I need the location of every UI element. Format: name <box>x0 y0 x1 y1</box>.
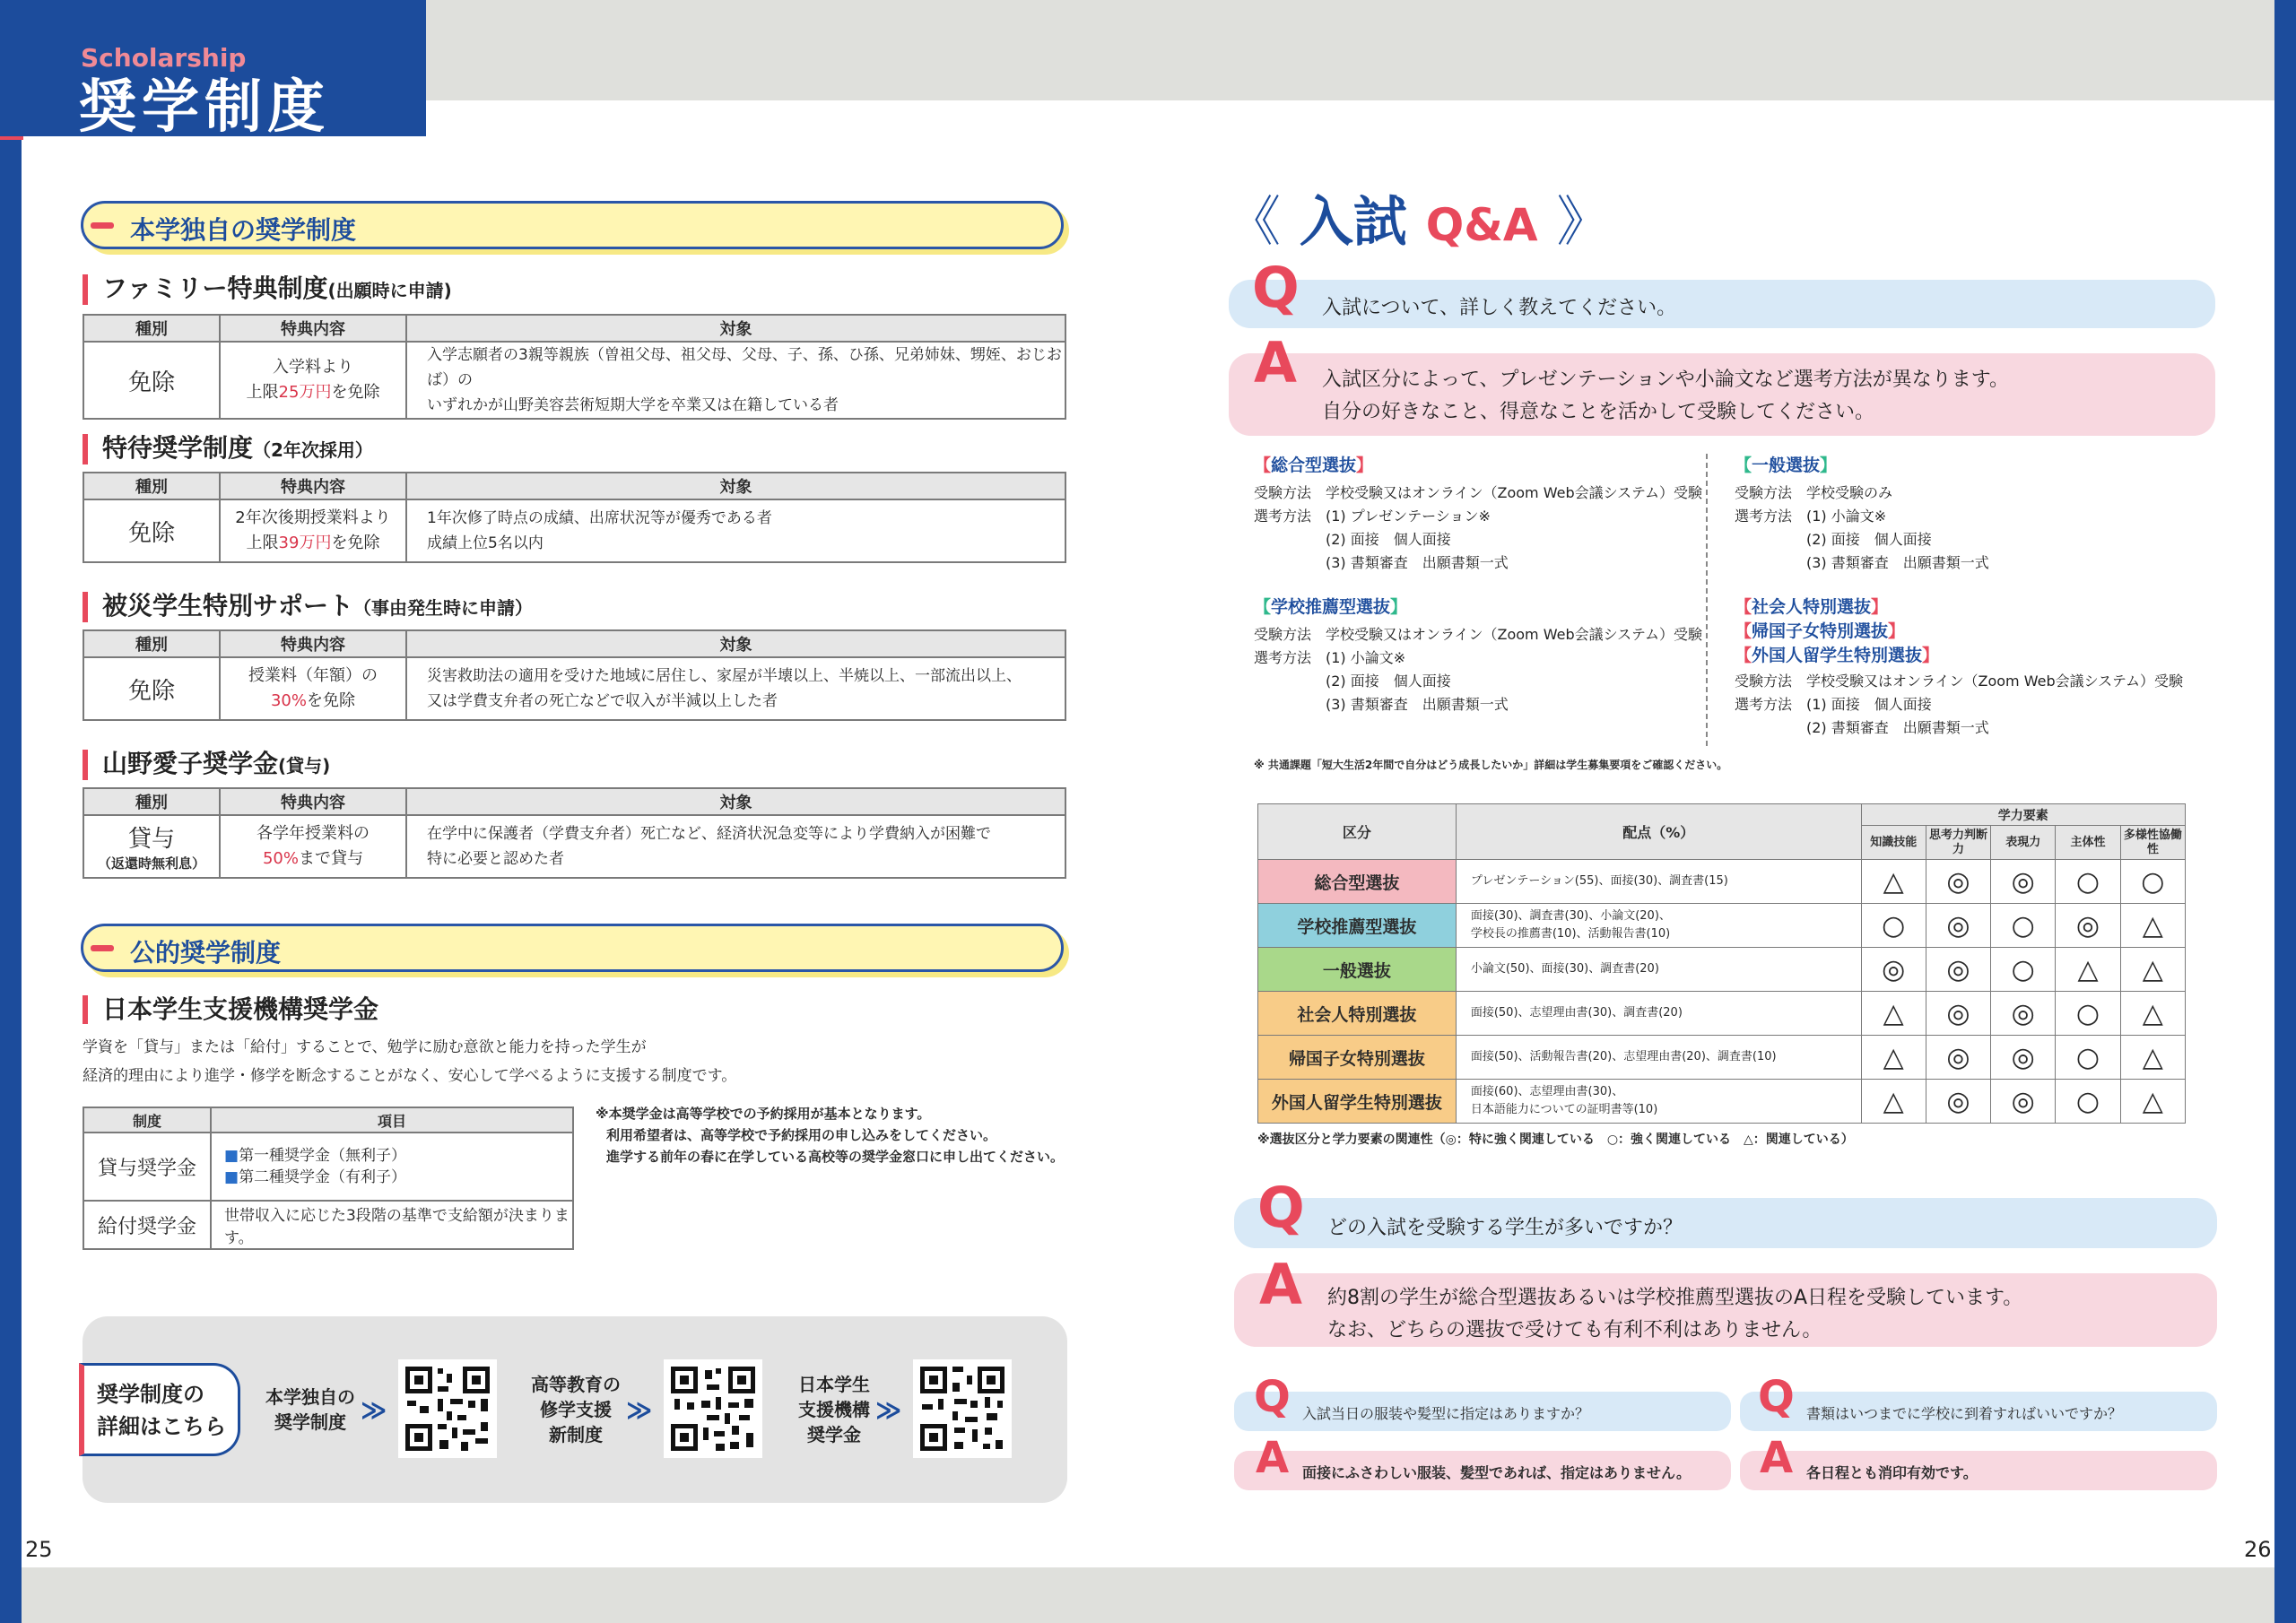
col-target: 対象 <box>406 315 1065 342</box>
right-spine <box>2274 0 2296 1623</box>
question-3-text: 入試当日の服装や髪型に指定はありますか？ <box>1302 1405 1590 1422</box>
matrix-points: 面接(30)、調査書(30)、小論文(20)、 学校長の推薦書(10)、活動報告書(10) <box>1456 904 1861 948</box>
hisai-table: 種別 特典内容 対象 免除 授業料（年額）の 30%を免除 災害救助法の適用を受けた地域に居住し、家屋が半壊以上、半焼以上、一部流出以上、 又は学費支弁者の死亡などで収入が半減以上した者 <box>83 629 1066 721</box>
q-icon: Q <box>1254 1372 1291 1422</box>
matrix-mark: ◎ <box>2056 904 2120 948</box>
qr-label-2: 高等教育の 修学支援 新制度 <box>531 1374 621 1445</box>
matrix-mark: ◎ <box>1926 948 1990 992</box>
section-header-original <box>81 201 1064 249</box>
heading-hisai: 被災学生特別サポート（事由発生時に申請） <box>83 592 533 622</box>
a-icon: A <box>1259 1252 1302 1317</box>
heading-tokutai: 特待奨学制度（2年次採用） <box>83 434 373 464</box>
matrix-mark: ○ <box>1991 948 2056 992</box>
target-cell: 在学中に保護者（学費支弁者）死亡など、経済状況急変等により学費納入が困難で 特に必要と認めた者 <box>406 815 1065 878</box>
family-table <box>83 314 1066 420</box>
matrix-mark: ◎ <box>1991 1036 2056 1080</box>
q-icon: Q <box>1252 255 1300 320</box>
kind-cell: 免除 <box>83 657 220 720</box>
matrix-mark: ◎ <box>1926 1080 1990 1124</box>
matrix-mark: △ <box>2120 1080 2185 1124</box>
divider <box>1706 454 1708 746</box>
matrix-points: 面接(50)、志望理由書(30)、調査書(20) <box>1456 992 1861 1036</box>
page-title: 奨学制度 <box>79 74 330 141</box>
sel-other: 【社会人特別選抜】 【帰国子女特別選抜】 【外国人留学生特別選抜】 受験方法 学校受験又はオンライン（Zoom Web会議システム）受験 選考方法 (1) 面接 個人面接 (2) 書類審査 出願書類一式 <box>1735 597 2184 736</box>
matrix-mark: △ <box>2120 992 2185 1036</box>
matrix-kubun: 一般選抜 <box>1258 948 1457 992</box>
matrix-row <box>1258 948 2186 992</box>
page-number-right: 26 <box>2244 1537 2272 1562</box>
section-label: 本学独自の奨学制度 <box>130 215 357 245</box>
page-number-left: 25 <box>25 1537 53 1562</box>
matrix-mark: △ <box>2056 948 2120 992</box>
benefit-cell: 授業料（年額）の 30%を免除 <box>220 657 406 720</box>
matrix-kubun: 外国人留学生特別選抜 <box>1258 1080 1457 1124</box>
matrix-points: 小論文(50)、面接(30)、調査書(20) <box>1456 948 1861 992</box>
qr-code-1[interactable] <box>398 1359 497 1458</box>
matrix-mark: ○ <box>1991 904 2056 948</box>
chevron-right-icon: ≫ <box>361 1395 387 1425</box>
sel-ippan: 【一般選抜】 受験方法 学校受験のみ 選考方法 (1) 小論文※ (2) 面接 個人面接 (3) 書類審査 出願書類一式 <box>1735 456 1989 571</box>
matrix-mark: ◎ <box>1926 1036 1990 1080</box>
qr-code-3[interactable] <box>913 1359 1012 1458</box>
matrix-mark: ○ <box>1861 904 1926 948</box>
question-4-text: 書類はいつまでに学校に到着すればいいですか？ <box>1806 1405 2123 1422</box>
matrix-points: プレゼンテーション(55)、面接(30)、調査書(15) <box>1456 860 1861 904</box>
sel-suisen: 【学校推薦型選抜】 受験方法 学校受験又はオンライン（Zoom Web会議システム）受験 選考方法 (1) 小論文※ (2) 面接 個人面接 (3) 書類審査 出願書類一式 <box>1254 597 1703 713</box>
title-accent <box>0 136 23 140</box>
matrix-mark: ◎ <box>1991 860 2056 904</box>
target-cell: 災害救助法の適用を受けた地域に居住し、家屋が半壊以上、半焼以上、一部流出以上、 又は学費支弁者の死亡などで収入が半減以上した者 <box>406 657 1065 720</box>
jasso-description: 学資を「貸与」または「給付」することで、勉学に励む意欲と能力を持った学生が 経済的理由により進学・修学を断念することがなく、安心して学べるように支援する制度です。 <box>83 1038 737 1085</box>
matrix-row <box>1258 1080 2186 1124</box>
answer-2-text: 約8割の学生が総合型選抜あるいは学校推薦型選抜のA日程を受験しています。 なお、どちらの選抜で受けても有利不利はありません。 <box>1327 1287 2023 1341</box>
matrix-mark: △ <box>2120 904 2185 948</box>
matrix-mark: ○ <box>2056 992 2120 1036</box>
chevron-right-icon: ≫ <box>875 1395 902 1425</box>
jasso-notes: ※本奨学金は高等学校での予約採用が基本となります。 利用希望者は、高等学校で予約採用の申し込みをしてください。 進学する前年の春に在学している高校等の奨学金窓口に申し出てください。 <box>596 1106 1065 1165</box>
section-label: 公的奨学制度 <box>130 938 282 968</box>
title-english: Scholarship <box>81 43 247 73</box>
matrix-kubun: 総合型選抜 <box>1258 860 1457 904</box>
question-2-text: どの入試を受験する学生が多いですか？ <box>1327 1217 1683 1239</box>
matrix-mark: ○ <box>2056 860 2120 904</box>
matrix-mark: △ <box>1861 992 1926 1036</box>
a-icon: A <box>1254 330 1297 395</box>
matrix-mark: △ <box>1861 1036 1926 1080</box>
target-cell: 入学志願者の3親等親族（曽祖父母、祖父母、父母、子、孫、ひ孫、兄弟姉妹、甥姪、おじおば）の いずれかが山野美容芸術短期大学を卒業又は在籍している者 <box>406 342 1065 419</box>
answer-4-text: 各日程とも消印有効です。 <box>1806 1464 1978 1481</box>
matrix-mark: △ <box>2120 948 2185 992</box>
bottom-band <box>22 1567 2274 1623</box>
heading-aiko: 山野愛子奨学金(貸与) <box>83 750 330 780</box>
left-spine <box>0 0 22 1623</box>
benefit-cell: 入学料より 上限25万円を免除 <box>220 342 406 419</box>
kind-cell: 貸与 （返還時無利息） <box>83 815 220 878</box>
matrix-mark: ◎ <box>1926 860 1990 904</box>
matrix-mark: ◎ <box>1861 948 1926 992</box>
heading-family: ファミリー特典制度(出願時に申請) <box>83 274 452 305</box>
matrix-mark: ◎ <box>1926 904 1990 948</box>
tokutai-table: 種別 特典内容 対象 免除 2年次後期授業料より 上限39万円を免除 1年次修了時点の成績、出席状況等が優秀である者 成績上位5名以内 <box>83 472 1066 563</box>
chevron-right-icon: ≫ <box>626 1395 653 1425</box>
heading-jasso: 日本学生支援機構奨学金 <box>83 995 378 1024</box>
matrix-row <box>1258 992 2186 1036</box>
matrix-mark: △ <box>1861 1080 1926 1124</box>
answer-1-text: 入試区分によって、プレゼンテーションや小論文など選考方法が異なります。 自分の好きなこと、得意なことを活かして受験してください。 <box>1322 369 2010 423</box>
loan-items: ■第一種奨学金（無利子） ■第二種奨学金（有利子） <box>211 1133 573 1201</box>
qr-label-1: 本学独自の 奨学制度 <box>265 1386 355 1433</box>
grant-label: 給付奨学金 <box>83 1201 211 1249</box>
matrix-row <box>1258 904 2186 948</box>
matrix-points: 面接(50)、活動報告書(20)、志望理由書(20)、調査書(10) <box>1456 1036 1861 1080</box>
matrix-row <box>1258 860 2186 904</box>
matrix-row <box>1258 1036 2186 1080</box>
section-bar-icon <box>91 222 114 229</box>
loan-label: 貸与奨学金 <box>83 1133 211 1201</box>
q-icon: Q <box>1758 1372 1795 1422</box>
q-icon: Q <box>1257 1175 1305 1240</box>
qr-label-3: 日本学生 支援機構 奨学金 <box>798 1374 870 1445</box>
details-link[interactable]: 奨学制度の 詳細はこちら <box>79 1363 240 1456</box>
matrix-points: 面接(60)、志望理由書(30)、 日本語能力についての証明書等(10) <box>1456 1080 1861 1124</box>
matrix-legend: ※選抜区分と学力要素の関連性（◎：特に強く関連している ○：強く関連している △：関連している） <box>1257 1133 1854 1147</box>
matrix-mark: ◎ <box>1926 992 1990 1036</box>
benefit-cell: 各学年授業料の 50%まで貸与 <box>220 815 406 878</box>
matrix-mark: ◎ <box>1991 992 2056 1036</box>
qr-code-2[interactable] <box>664 1359 762 1458</box>
kind-cell: 免除 <box>83 342 220 419</box>
col-kind: 種別 <box>83 315 220 342</box>
matrix-kubun: 学校推薦型選抜 <box>1258 904 1457 948</box>
question-1-text: 入試について、詳しく教えてください。 <box>1322 297 1677 319</box>
matrix-mark: ◎ <box>1991 1080 2056 1124</box>
col-benefit: 特典内容 <box>220 315 406 342</box>
matrix-mark: ○ <box>2120 860 2185 904</box>
aiko-table: 種別 特典内容 対象 貸与 （返還時無利息） 各学年授業料の 50%まで貸与 在学中に保護者（学費支弁者）死亡など、経済状況急変等により学費納入が困難で 特に必要と認めた者 <box>83 787 1066 879</box>
matrix-mark: △ <box>1861 860 1926 904</box>
a-icon: A <box>1256 1433 1290 1483</box>
jasso-table: 制度 項目 貸与奨学金 ■第一種奨学金（無利子） ■第二種奨学金（有利子） 給付奨学金 世帯収入に応じた3段階の基準で支給額が決まります。 <box>83 1107 574 1250</box>
section-header-public <box>81 924 1064 972</box>
matrix-mark: △ <box>2120 1036 2185 1080</box>
a-icon: A <box>1760 1433 1794 1483</box>
kind-cell: 免除 <box>83 499 220 562</box>
matrix-mark: ○ <box>2056 1036 2120 1080</box>
matrix-kubun: 帰国子女特別選抜 <box>1258 1036 1457 1080</box>
matrix-kubun: 社会人特別選抜 <box>1258 992 1457 1036</box>
answer-3-text: 面接にふさわしい服装、髪型であれば、指定はありません。 <box>1302 1464 1691 1481</box>
grant-item: 世帯収入に応じた3段階の基準で支給額が決まります。 <box>211 1201 573 1249</box>
qa-title: 《 入試 Q&A 》 <box>1227 191 1611 254</box>
sel-sogo: 【総合型選抜】 受験方法 学校受験又はオンライン（Zoom Web会議システム）受験 選考方法 (1) プレゼンテーション※ (2) 面接 個人面接 (3) 書類審査 出願書類一式 <box>1254 456 1703 571</box>
selection-matrix: 区分 配点（%） 学力要素 知識技能 思考力判断力 表現力 主体性 多様性協働性 総合型選抜 プレゼンテーション(55)、面接(30)、調査書(15) △ ◎ ◎ ○ ○ 学校推薦型選抜 面接(30)、調査書(30)、小論文(20)、 学校長の推薦書(10)、活動報告書(10) ○ ◎ ○ ◎ △ 一般選抜 小論文(50)、面接(30)、調査書(20) ◎ ◎ ○ △ △ 社会人特別選抜 面接(50)、志望理由書(30)、調査書(20) △ ◎ ◎ ○ △ 帰国子女特別選抜 面接(50)、活動報告書(20)、志望理由書(20)、調査書(10) △ ◎ ◎ ○ △ 外国人留学生特別選抜 面接(60)、志望理由書(30)、 日本語能力についての証明書等(10) △ ◎ ◎ ○ △ <box>1257 803 2186 1124</box>
target-cell: 1年次修了時点の成績、出席状況等が優秀である者 成績上位5名以内 <box>406 499 1065 562</box>
matrix-mark: ○ <box>2056 1080 2120 1124</box>
section-bar-icon <box>91 945 114 951</box>
sel-footnote: ※ 共通課題「短大生活2年間で自分はどう成長したいか」詳細は学生募集要項をご確認ください。 <box>1254 759 1728 771</box>
benefit-cell: 2年次後期授業料より 上限39万円を免除 <box>220 499 406 562</box>
